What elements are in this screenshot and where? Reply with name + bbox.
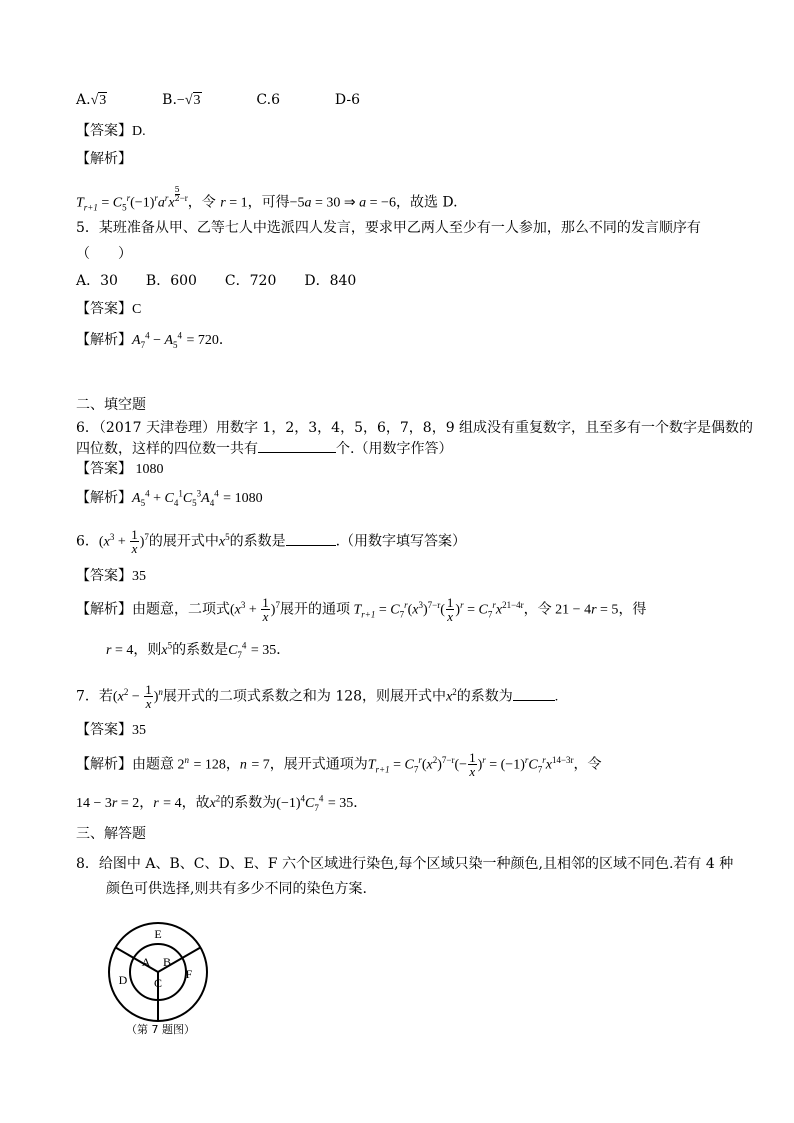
q6a-answer: 【答案】 1080 <box>76 461 164 477</box>
label-d: D <box>118 973 128 987</box>
q6a-stem-line2: 四位数，这样的四位数一共有 个.（用数字作答） <box>76 441 453 457</box>
q4-options <box>76 91 360 110</box>
section-title-fill-in: 二、填空题 <box>76 397 146 413</box>
option-d: D-6 <box>334 92 361 108</box>
q6b-answer: 【答案】35 <box>76 568 146 584</box>
region-coloring-figure <box>106 920 210 1024</box>
q6a-stem-line1: 6．（2017 天津卷理）用数字 1，2，3，4，5，6，7，8，9 组成没有重复数字，且至多有一个数字是偶数的 <box>76 420 754 436</box>
q8-stem-line1: 8．给图中 A、B、C、D、E、F 六个区域进行染色,每个区域只染一种颜色,且相邻的区域不同色.若有 4 种 <box>76 856 734 872</box>
outer-divider-left <box>116 948 134 959</box>
q6b-stem: 6．($x^3$ + $\frac{1}{x}$ )$^7$的展开式中$x^5$的系数是 .（用数字填写答案） <box>76 527 467 556</box>
q6a-jiexi: 【解析】$A_5^4 + C_4^1C_5^3A_4^4 = 1080$ <box>76 488 263 508</box>
answer-blank[interactable] <box>513 700 555 701</box>
option-b: B.−√3 <box>162 92 201 108</box>
q7-stem: 7．若($x^2$ − $\frac{1}{x}$ )$^n$展开式的二项式系数之和为 128，则展开式中$x^2$的系数为 . <box>76 682 559 711</box>
figure-caption: （第 7 题图） <box>126 1023 195 1036</box>
section-title-solve: 三、解答题 <box>76 826 146 842</box>
label-a: A <box>141 955 151 969</box>
q5-jiexi: 【解析】$A_7^4 - A_5^4 = 720$． <box>76 330 233 350</box>
answer-blank[interactable] <box>258 452 336 453</box>
q6b-jiexi-line1: 【解析】由题意，二项式($x^3$ + $\frac{1}{x}$ )$^7$展开的通项 $T_{r+1} = C_7^r(x^3)^{7-r}$( $\frac{1}{x}$ )$^r = C_7^rx^{21-4r}$，令 21 − 4r = 5，得 <box>76 595 647 624</box>
label-b: B <box>162 955 172 969</box>
q5-answer: 【答案】C <box>76 301 142 317</box>
q6b-jiexi-line2: r = 4，则$x^5$的系数是$C_7^4 = 35$． <box>106 640 291 660</box>
q4-answer: 【答案】D. <box>76 123 146 139</box>
q4-jiexi-label: 【解析】 <box>76 151 132 167</box>
q4-jiexi: $T_{r+1} = C_5^r(-1)^ra^rx$ $\frac{5}{2}$ $^{-r}$，令 r = 1，可得−5a = 30 ⇒ a = −6，故选 D. <box>76 185 458 213</box>
q7-answer: 【答案】35 <box>76 722 146 738</box>
q5-options: A．30 B．600 C．720 D．840 <box>76 273 357 289</box>
q7-jiexi-line1: 【解析】由题意 2$^n$ = 128，n = 7，展开式通项为$T_{r+1} = C_7^r(x^2)^{7-r}(-$ $\frac{1}{x}$ )$^r = (-1)^rC_7^rx^{14-3r}$，令 <box>76 750 602 779</box>
q7-jiexi-line2: 14 − 3r = 2，r = 4，故$x^2$的系数为$(-1)^4C_7^4 = 35$． <box>76 793 368 813</box>
q8-stem-line2: 颜色可供选择,则共有多少不同的染色方案. <box>106 881 367 897</box>
option-a: A.√3 <box>76 92 107 108</box>
label-c: C <box>153 976 163 990</box>
q5-paren: （ ） <box>76 246 132 262</box>
q5-stem: 5．某班准备从甲、乙等七人中选派四人发言，要求甲乙两人至少有一人参加，那么不同的发言顺序有 <box>76 220 701 236</box>
option-c: C.6 <box>256 92 280 108</box>
outer-divider-right <box>182 948 200 959</box>
label-f: F <box>185 967 193 981</box>
label-e: E <box>154 927 162 941</box>
answer-blank[interactable] <box>286 545 336 546</box>
